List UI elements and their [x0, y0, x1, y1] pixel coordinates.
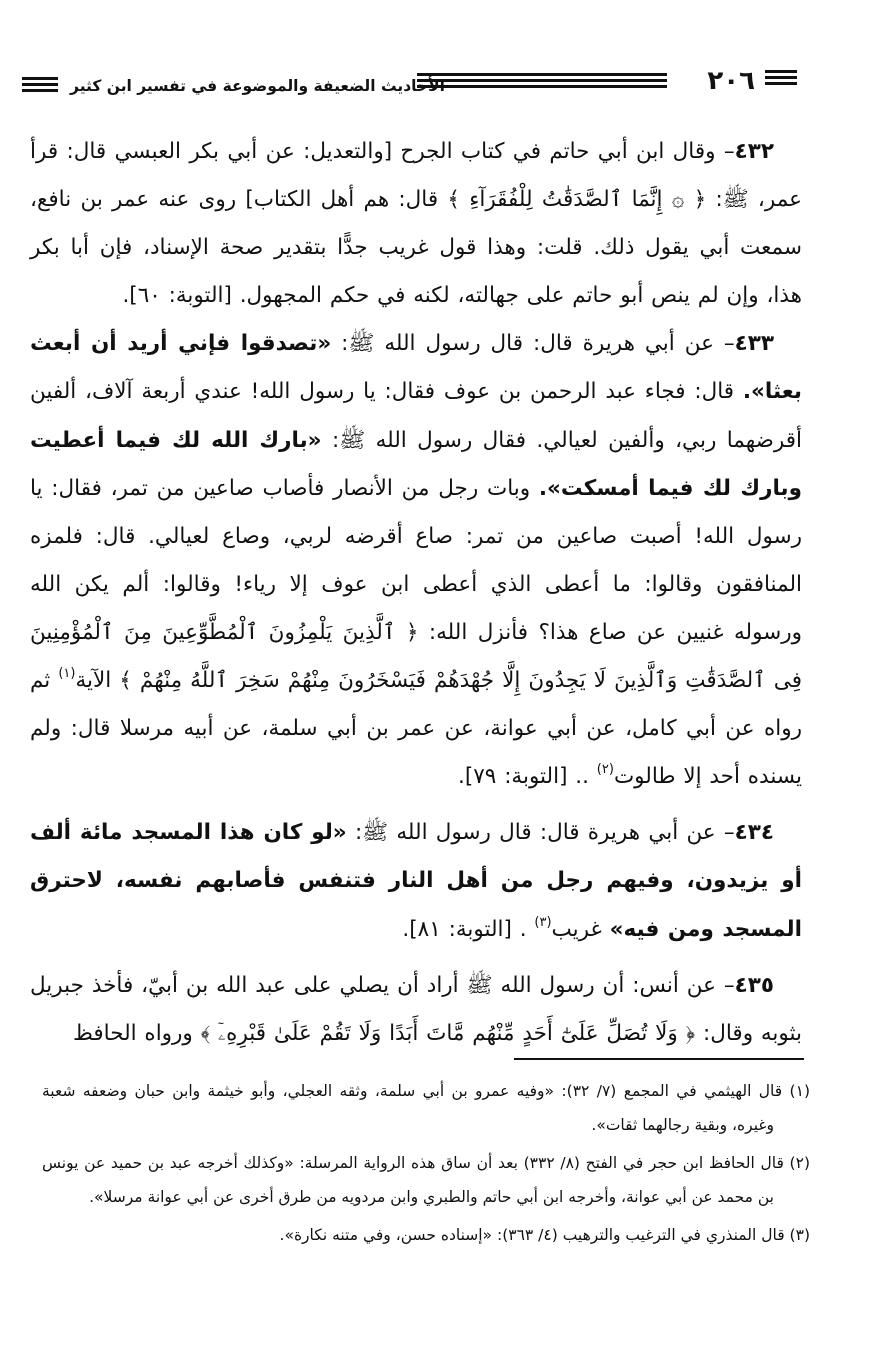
main-text: [30, 128, 802, 1058]
header-rule-left: [22, 77, 58, 92]
hadith-434: [30, 809, 802, 953]
hadith-432: [30, 128, 802, 320]
footnote-3: (٣) قال المنذري في الترغيب والترهيب (٤/ ٣٦٣): «إسناده حسن، وفي متنه نكارة».: [279, 1226, 810, 1244]
hadith-text: غريب: [551, 916, 610, 942]
header-rule-middle: [417, 73, 667, 88]
page-header: [22, 64, 797, 104]
hadith-text: . [التوبة: ٨١].: [402, 916, 535, 942]
hadith-number: ٤٣٤: [734, 820, 774, 846]
hadith-text: ثم رواه عن أبي كامل، عن أبي عوانة، عن عمر بن أبي سلمة، عن أبيه مرسلا قال: ولم يسنده أحد إلا طالوت: [30, 668, 802, 790]
hadith-text: وبات رجل من الأنصار فأصاب صاعين من تمر، فقال: يا رسول الله! أصبت صاعين من تمر: صاع أقرضه لربي، وصاع لعيالي. قال: فلمزه المنافقون وقالوا: ما أعطى الذي أعطى ابن عوف إلا رياء! وقالوا: ألم يكن الله ورسوله غنيين عن صاع هذا؟ فأنزل الله: ﴿ ٱلَّذِينَ يَلْمِزُونَ ٱلْمُطَّوِّعِينَ مِنَ ٱلْمُؤْمِنِينَ فِى ٱلصَّدَقَٰتِ وَٱلَّذِينَ لَا يَجِدُونَ إِلَّا جُهْدَهُمْ فَيَسْخَرُونَ مِنْهُمْ سَخِرَ ٱللَّهُ مِنْهُمْ ﴾ الآية: [30, 475, 802, 694]
hadith-435: [30, 962, 802, 1058]
hadith-text: قال: فجاء عبد الرحمن بن عوف فقال: يا رسول الله! عندي أربعة آلاف، ألفين أقرضهما ربي، وألفين لعيالي. فقال رسول الله ﷺ:: [30, 379, 802, 453]
hadith-text: – عن أنس: أن رسول الله ﷺ أراد أن يصلي على عبد الله بن أبيّ، فأخذ جبريل بثوبه وقال: ﴿ وَلَا تُصَلِّ عَلَىٰٓ أَحَدٍ مِّنْهُم مَّاتَ أَبَدًا وَلَا تَقُمْ عَلَىٰ قَبْرِهِۦٓ ﴾ ورواه الحافظ: [30, 972, 802, 1046]
footnotes: [42, 1074, 810, 1256]
hadith-text: – عن أبي هريرة قال: قال رسول الله ﷺ:: [346, 820, 735, 846]
hadith-number: ٤٣٥: [734, 972, 774, 998]
hadith-text: – عن أبي هريرة قال: قال رسول الله ﷺ:: [331, 331, 735, 357]
footnote-reference[interactable]: (٢): [596, 762, 614, 778]
footnote-separator: [514, 1058, 804, 1060]
footnote-reference[interactable]: (٣): [534, 914, 552, 930]
footnote-2: (٢) قال الحافظ ابن حجر في الفتح (٨/ ٣٣٢) بعد أن ساق هذه الرواية المرسلة: «وكذلك أخرجه عبد بن حميد عن يونس بن محمد عن أبي عوانة، وأخرجه ابن أبي حاتم والطبري وابن مردويه من طرق أخرى عن أبي عوانة مرسلا».: [42, 1154, 810, 1206]
prophetic-quote: «لو كان هذا المسجد مائة ألف أو يزيدون، وفيهم رجل من أهل النار فتنفس فأصابهم نفسه، لاحترق المسجد ومن فيه»: [30, 820, 802, 942]
footnote-1: (١) قال الهيثمي في المجمع (٧/ ٣٢): «وفيه عمرو بن أبي سلمة، وثقه العجلي، وأبو خيثمة وابن حبان وضعفه شعبة وغيره، وبقية رجالهما ثقات».: [42, 1082, 810, 1134]
running-title: الأحاديث الضعيفة والموضوعة في تفسير ابن كثير: [70, 77, 445, 95]
hadith-433: [30, 320, 802, 801]
prophetic-quote: «بارك الله لك فيما أعطيت وبارك لك فيما أمسكت».: [30, 427, 802, 501]
prophetic-quote: «تصدقوا فإني أريد أن أبعث بعثا».: [30, 331, 802, 405]
hadith-number: ٤٣٢: [734, 139, 774, 164]
hadith-number: ٤٣٣: [734, 331, 774, 357]
hadith-text: .. [التوبة: ٧٩].: [458, 764, 597, 790]
header-rule-right: [765, 70, 797, 85]
hadith-text: – وقال ابن أبي حاتم في كتاب الجرح [والتعديل: عن أبي بكر العبسي قال: قرأ عمر، ﷺ: ﴿ ۞ إِنَّمَا ٱلصَّدَقَٰتُ لِلْفُقَرَآءِ ﴾ قال: هم أهل الكتاب] روى عنه عمر بن نافع، سمعت أبي يقول ذلك. قلت: وهذا قول غريب جدًّا بتقدير صحة الإسناد، فإن أبا بكر هذا، وإن لم ينص أبو حاتم على جهالته، لكنه في حكم المجهول. [التوبة: ٦٠].: [30, 139, 802, 309]
page-number: ٢٠٦: [707, 66, 755, 96]
footnote-reference[interactable]: (١): [58, 666, 76, 682]
